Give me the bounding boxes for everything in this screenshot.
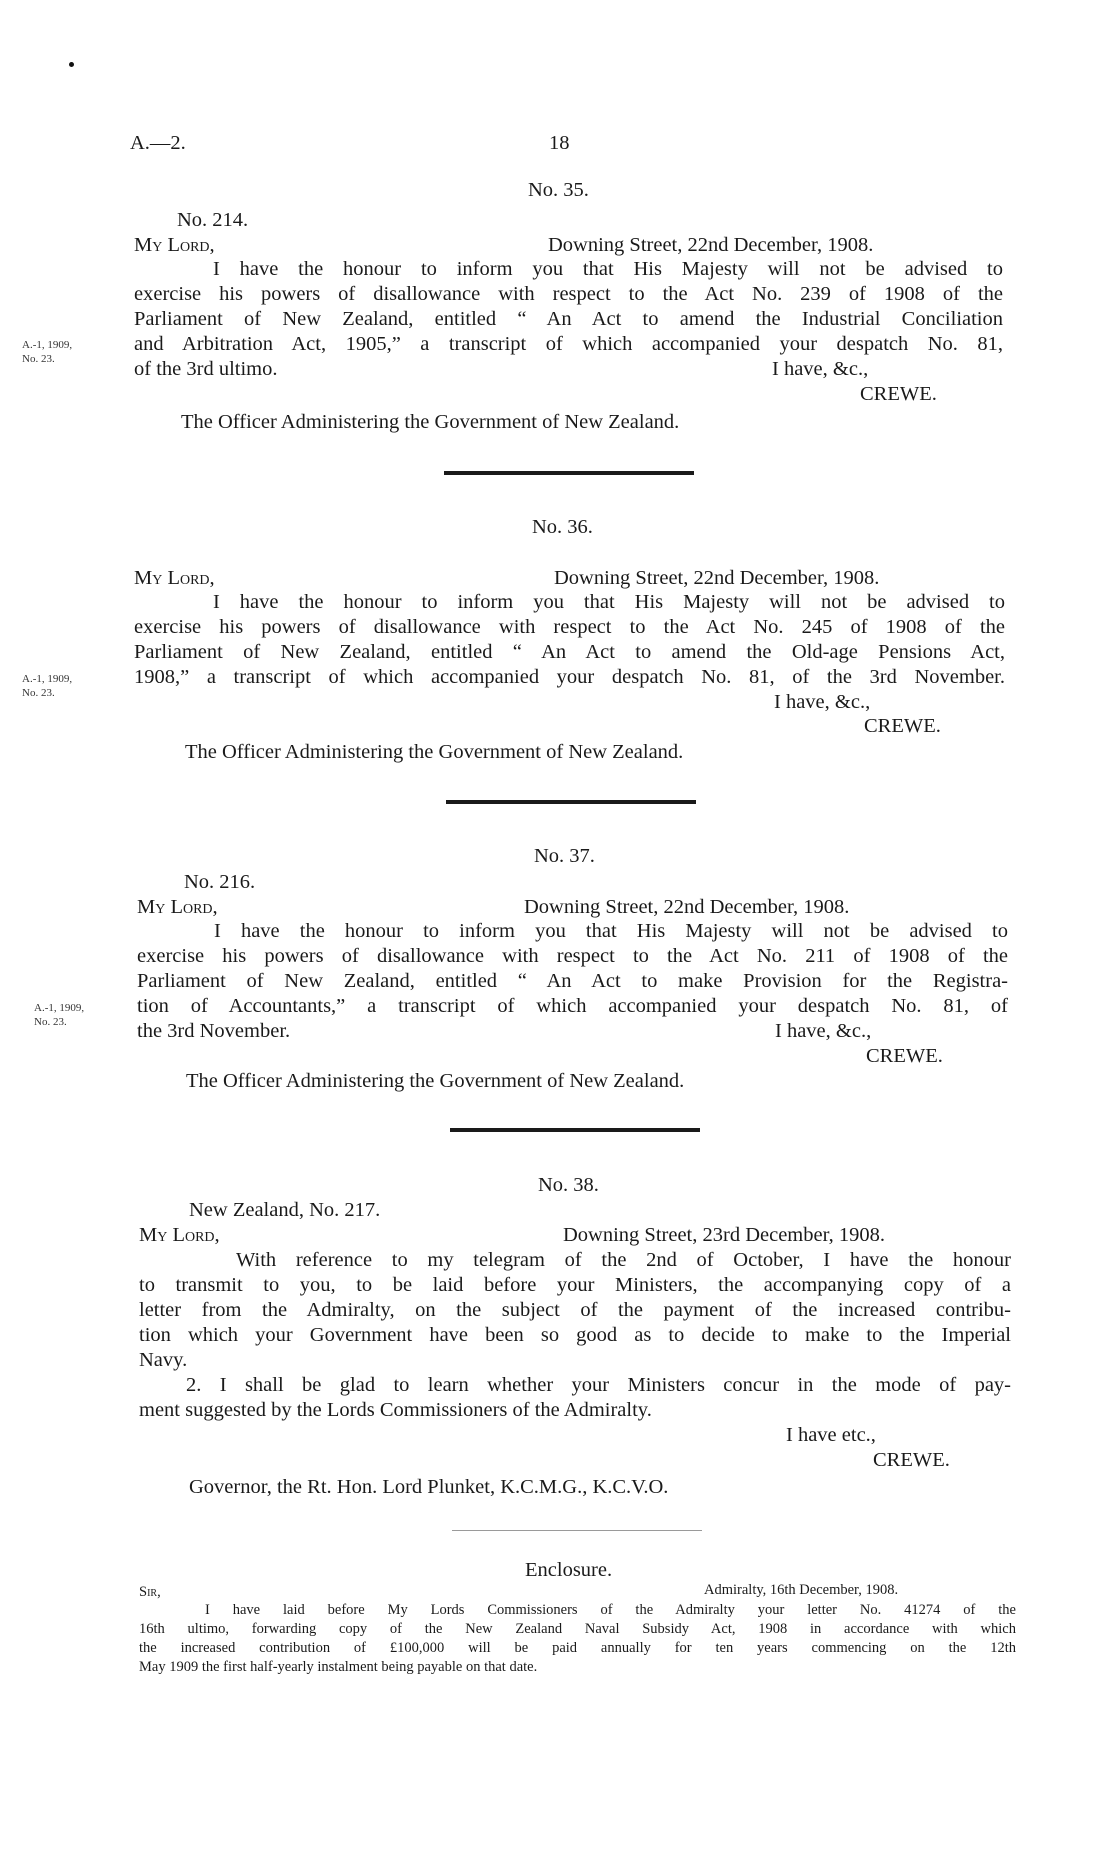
letter-closing: I have, &c., <box>774 691 871 713</box>
letter-body-line: Parliament of New Zealand, entitled “ An Act to amend the Industrial Conciliation <box>134 308 1003 330</box>
letter-body-line: ment suggested by the Lords Commissioners of the Admiralty. <box>139 1399 652 1421</box>
print-speck <box>69 62 74 67</box>
letter-salutation: My Lord, <box>134 567 215 589</box>
letter-body-line: 2. I shall be glad to learn whether your Ministers concur in the mode of pay- <box>186 1374 1011 1396</box>
letter-body-line: the 3rd November. <box>137 1020 291 1042</box>
letter-heading: No. 36. <box>532 516 593 538</box>
letter-body-line: tion of Accountants,” a transcript of which accompanied your despatch No. 81, of <box>137 995 1008 1017</box>
enclosure-salutation: Sir, <box>139 1584 161 1600</box>
letter-addressee: The Officer Administering the Government of New Zealand. <box>185 741 684 763</box>
enclosure-body-line: May 1909 the first half-yearly instalment being payable on that date. <box>139 1659 538 1675</box>
enclosure-body-line: I have laid before My Lords Commissioners of the Admiralty your letter No. 41274 of the <box>205 1602 1016 1618</box>
page-section-ref: A.—2. <box>130 132 186 154</box>
enclosure-place-date: Admiralty, 16th December, 1908. <box>704 1582 899 1598</box>
letter-body-line: I have the honour to inform you that His Majesty will not be advised to <box>214 920 1008 942</box>
letter-reference: No. 214. <box>177 209 249 231</box>
letter-body-line: letter from the Admiralty, on the subject of the payment of the increased contribu- <box>139 1299 1011 1321</box>
section-divider <box>450 1128 700 1132</box>
letter-place-date: Downing Street, 22nd December, 1908. <box>524 896 850 918</box>
enclosure-body-line: the increased contribution of £100,000 will be paid annually for ten years commencing on the 12th <box>139 1640 1016 1656</box>
letter-body-line: tion which your Government have been so good as to decide to make to the Imperial <box>139 1324 1011 1346</box>
letter-signature: CREWE. <box>873 1449 950 1471</box>
letter-body-line: I have the honour to inform you that His Majesty will not be advised to <box>213 591 1005 613</box>
letter-salutation: My Lord, <box>139 1224 220 1246</box>
letter-body-line: Navy. <box>139 1349 188 1371</box>
letter-body-line: I have the honour to inform you that His Majesty will not be advised to <box>213 258 1003 280</box>
letter-place-date: Downing Street, 22nd December, 1908. <box>554 567 880 589</box>
letter-heading: No. 38. <box>538 1174 599 1196</box>
margin-note: A.-1, 1909, No. 23. <box>22 673 73 699</box>
letter-place-date: Downing Street, 22nd December, 1908. <box>548 234 874 256</box>
letter-body-line: With reference to my telegram of the 2nd of October, I have the honour <box>236 1249 1011 1271</box>
letter-closing: I have, &c., <box>772 358 869 380</box>
letter-salutation: My Lord, <box>134 234 215 256</box>
letter-addressee: The Officer Administering the Government of New Zealand. <box>186 1070 685 1092</box>
letter-heading: No. 37. <box>534 845 595 867</box>
letter-body-line: Parliament of New Zealand, entitled “ An Act to amend the Old-age Pensions Act, <box>134 641 1005 663</box>
letter-salutation: My Lord, <box>137 896 218 918</box>
letter-body-line: exercise his powers of disallowance with respect to the Act No. 211 of 1908 of the <box>137 945 1008 967</box>
letter-reference: New Zealand, No. 217. <box>189 1199 381 1221</box>
letter-body-line: Parliament of New Zealand, entitled “ An Act to make Provision for the Registra- <box>137 970 1008 992</box>
page-number: 18 <box>549 132 570 154</box>
margin-note: A.-1, 1909, No. 23. <box>34 1002 85 1028</box>
margin-note: A.-1, 1909, No. 23. <box>22 339 73 365</box>
letter-body-line: exercise his powers of disallowance with respect to the Act No. 245 of 1908 of the <box>134 616 1005 638</box>
letter-body-line: to transmit to you, to be laid before your Ministers, the accompanying copy of a <box>139 1274 1011 1296</box>
section-divider <box>444 471 694 475</box>
letter-addressee: The Officer Administering the Government of New Zealand. <box>181 411 680 433</box>
letter-heading: No. 35. <box>528 179 589 201</box>
letter-signature: CREWE. <box>860 383 937 405</box>
letter-closing: I have etc., <box>786 1424 876 1446</box>
letter-place-date: Downing Street, 23rd December, 1908. <box>563 1224 885 1246</box>
letter-body-line: 1908,” a transcript of which accompanied your despatch No. 81, of the 3rd November. <box>134 666 1005 688</box>
enclosure-body-line: 16th ultimo, forwarding copy of the New Zealand Naval Subsidy Act, 1908 in accordance with which <box>139 1621 1016 1637</box>
letter-body-line: of the 3rd ultimo. <box>134 358 278 380</box>
letter-reference: No. 216. <box>184 871 256 893</box>
letter-signature: CREWE. <box>864 715 941 737</box>
letter-closing: I have, &c., <box>775 1020 872 1042</box>
letter-body-line: and Arbitration Act, 1905,” a transcript of which accompanied your despatch No. 81, <box>134 333 1003 355</box>
section-divider <box>452 1530 702 1531</box>
letter-body-line: exercise his powers of disallowance with respect to the Act No. 239 of 1908 of the <box>134 283 1003 305</box>
letter-addressee: Governor, the Rt. Hon. Lord Plunket, K.C.M.G., K.C.V.O. <box>189 1476 669 1498</box>
enclosure-heading: Enclosure. <box>525 1559 613 1581</box>
section-divider <box>446 800 696 804</box>
letter-signature: CREWE. <box>866 1045 943 1067</box>
